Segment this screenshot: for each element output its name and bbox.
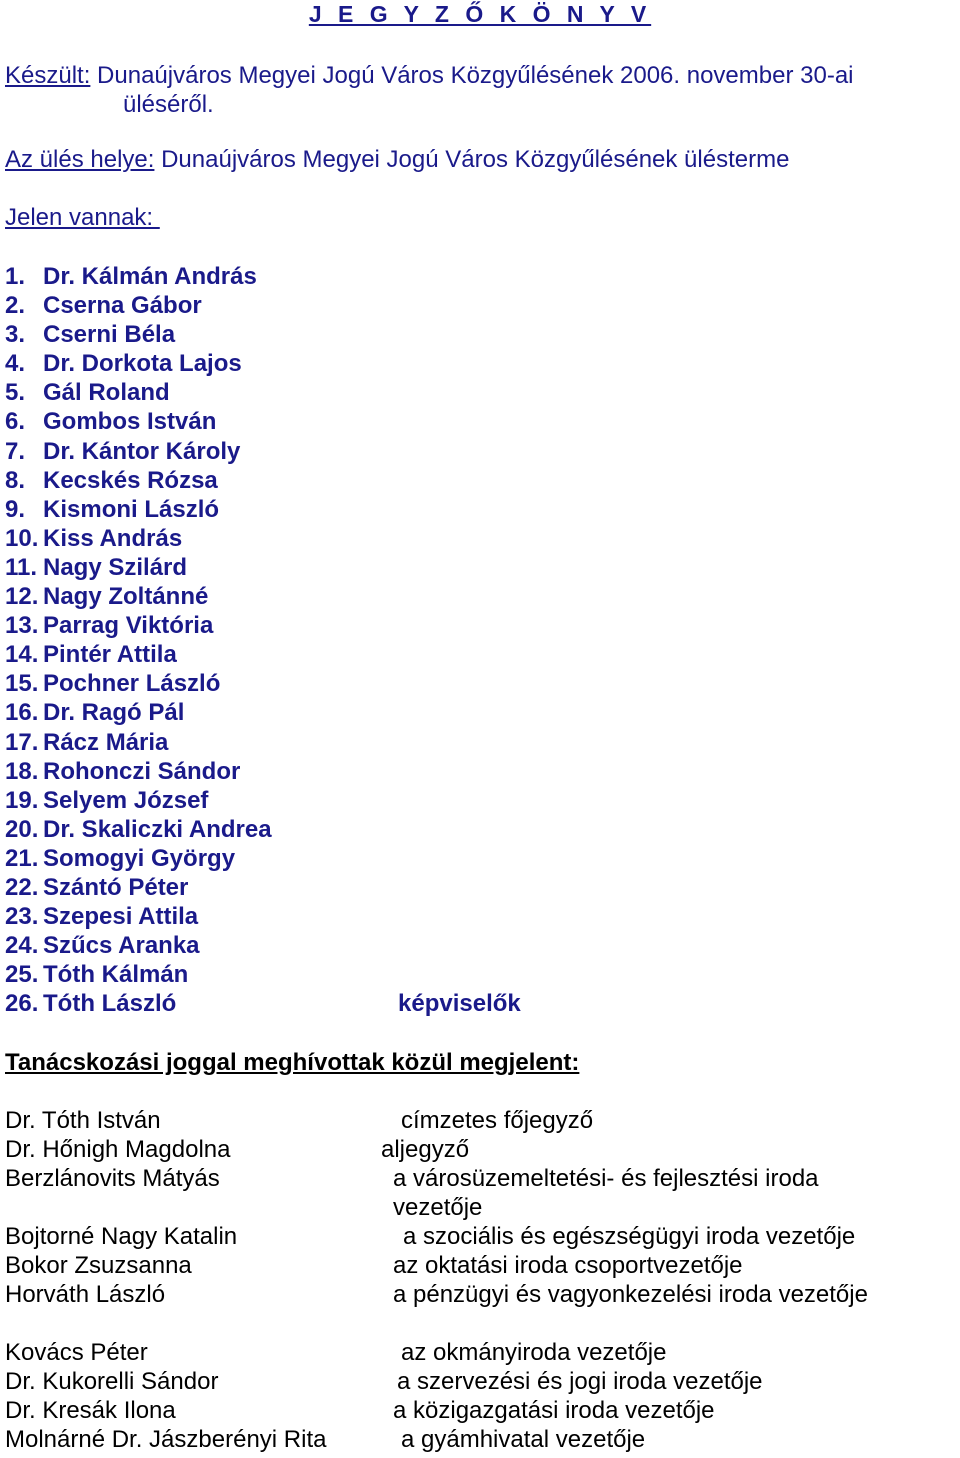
invited-name: Molnárné Dr. Jászberényi Rita [5, 1426, 327, 1453]
member-item [5, 524, 272, 553]
member-item [5, 407, 272, 436]
member-name: Parrag Viktória [43, 612, 214, 640]
member-number: 5. [5, 379, 26, 407]
member-item [5, 669, 272, 698]
member-number: 8. [5, 466, 26, 494]
member-name: Szűcs Aranka [43, 932, 200, 960]
member-number: 11. [5, 553, 38, 581]
place-section [5, 145, 955, 174]
invited-name: Bokor Zsuzsanna [5, 1252, 192, 1279]
member-item [5, 786, 272, 815]
member-name: Somogyi György [43, 844, 236, 872]
invited-role: címzetes főjegyző [401, 1107, 594, 1134]
member-number: 21. [5, 844, 39, 872]
member-item [5, 262, 272, 291]
member-name: Szántó Péter [43, 873, 189, 901]
member-name: Tóth László [43, 990, 177, 1018]
member-item [5, 844, 272, 873]
document-title [0, 0, 960, 29]
member-name: Gombos István [43, 408, 217, 436]
member-name: Kiss András [43, 524, 183, 552]
member-item [5, 553, 272, 582]
invited-name: Bojtorné Nagy Katalin [5, 1223, 238, 1250]
member-number: 16. [5, 699, 39, 727]
place-text: Dunaújváros Megyei Jogú Város Közgyűlésének ülésterme [161, 146, 790, 173]
members-list [5, 262, 521, 1018]
member-name: Tóth Kálmán [43, 961, 189, 989]
member-item [5, 960, 272, 989]
member-item [5, 698, 272, 727]
member-number: 26. [5, 990, 39, 1018]
document-title-text: J E G Y Z Ő K Ö N Y V [308, 1, 652, 27]
invited-name: Dr. Kresák Ilona [5, 1397, 176, 1424]
member-number: 2. [5, 292, 26, 320]
representatives-label: képviselők [398, 990, 521, 1018]
member-item [5, 437, 272, 466]
member-item [5, 873, 272, 902]
invited-role: a közigazgatási iroda vezetője [393, 1397, 715, 1424]
member-name: Pintér Attila [43, 641, 177, 669]
member-name: Selyem József [43, 786, 209, 814]
invited-role: aljegyző [381, 1136, 470, 1163]
member-name: Dr. Skaliczki Andrea [43, 815, 272, 843]
member-number: 19. [5, 786, 39, 814]
invited-name: Berzlánovits Mátyás [5, 1165, 220, 1192]
member-item [5, 757, 272, 786]
member-item [5, 320, 272, 349]
invited-name: Kovács Péter [5, 1339, 148, 1366]
made-text-continued: üléséről. [123, 91, 214, 118]
invited-role: a szervezési és jogi iroda vezetője [397, 1368, 763, 1395]
member-name: Nagy Zoltánné [43, 583, 209, 611]
present-label: Jelen vannak: [5, 204, 160, 231]
member-name: Kismoni László [43, 495, 220, 523]
member-item [5, 640, 272, 669]
member-number: 15. [5, 670, 39, 698]
member-name: Gál Roland [43, 379, 170, 407]
member-item [5, 378, 272, 407]
member-name: Pochner László [43, 670, 221, 698]
member-number: 6. [5, 408, 26, 436]
member-number: 10. [5, 524, 39, 552]
member-name: Nagy Szilárd [43, 553, 188, 581]
place-label: Az ülés helye: [5, 146, 155, 173]
member-item [5, 815, 272, 844]
member-number: 20. [5, 815, 39, 843]
member-number: 23. [5, 903, 39, 931]
member-item [5, 291, 272, 320]
invited-role: az oktatási iroda csoportvezetője [393, 1252, 743, 1279]
member-name: Rohonczi Sándor [43, 757, 241, 785]
invited-role: a városüzemeltetési- és fejlesztési iroda vezetője [393, 1165, 819, 1221]
member-name: Szepesi Attila [43, 903, 199, 931]
member-number: 18. [5, 757, 39, 785]
member-item [5, 611, 272, 640]
made-section [5, 61, 955, 119]
invited-name: Dr. Kukorelli Sándor [5, 1368, 219, 1395]
member-item [5, 466, 272, 495]
invited-role: a szociális és egészségügyi iroda vezetője [403, 1223, 856, 1250]
member-item [5, 495, 272, 524]
member-number: 14. [5, 641, 39, 669]
member-number: 13. [5, 612, 39, 640]
member-name: Dr. Kántor Károly [43, 437, 241, 465]
member-name: Cserna Gábor [43, 292, 202, 320]
made-text: Dunaújváros Megyei Jogú Város Közgyűlésének 2006. november 30-ai [97, 62, 854, 89]
member-item [5, 349, 272, 378]
member-number: 12. [5, 583, 39, 611]
invited-name: Horváth László [5, 1281, 166, 1308]
made-label: Készült: [5, 62, 91, 89]
member-name: Cserni Béla [43, 321, 176, 349]
invited-role: a pénzügyi és vagyonkezelési iroda vezetője [393, 1281, 868, 1308]
member-number: 3. [5, 321, 26, 349]
member-name: Rácz Mária [43, 728, 169, 756]
invited-name: Dr. Tóth István [5, 1107, 161, 1134]
member-name: Dr. Dorkota Lajos [43, 350, 242, 378]
member-number: 1. [5, 263, 26, 290]
member-name: Kecskés Rózsa [43, 466, 218, 494]
member-item [5, 931, 272, 960]
member-item [5, 582, 272, 611]
member-number: 25. [5, 961, 39, 989]
member-number: 22. [5, 873, 39, 901]
member-number: 24. [5, 932, 39, 960]
invited-name: Dr. Hőnigh Magdolna [5, 1136, 231, 1163]
member-number: 9. [5, 495, 26, 523]
invited-role: a gyámhivatal vezetője [401, 1426, 646, 1453]
member-item [5, 902, 272, 931]
member-item [5, 989, 521, 1018]
member-number: 17. [5, 728, 39, 756]
member-number: 4. [5, 350, 26, 378]
member-item [5, 728, 272, 757]
member-name: Dr. Kálmán András [43, 263, 257, 290]
member-name: Dr. Ragó Pál [43, 699, 185, 727]
invited-role: az okmányiroda vezetője [401, 1339, 667, 1366]
member-number: 7. [5, 437, 26, 465]
invited-title: Tanácskozási joggal meghívottak közül megjelent: [5, 1049, 580, 1076]
